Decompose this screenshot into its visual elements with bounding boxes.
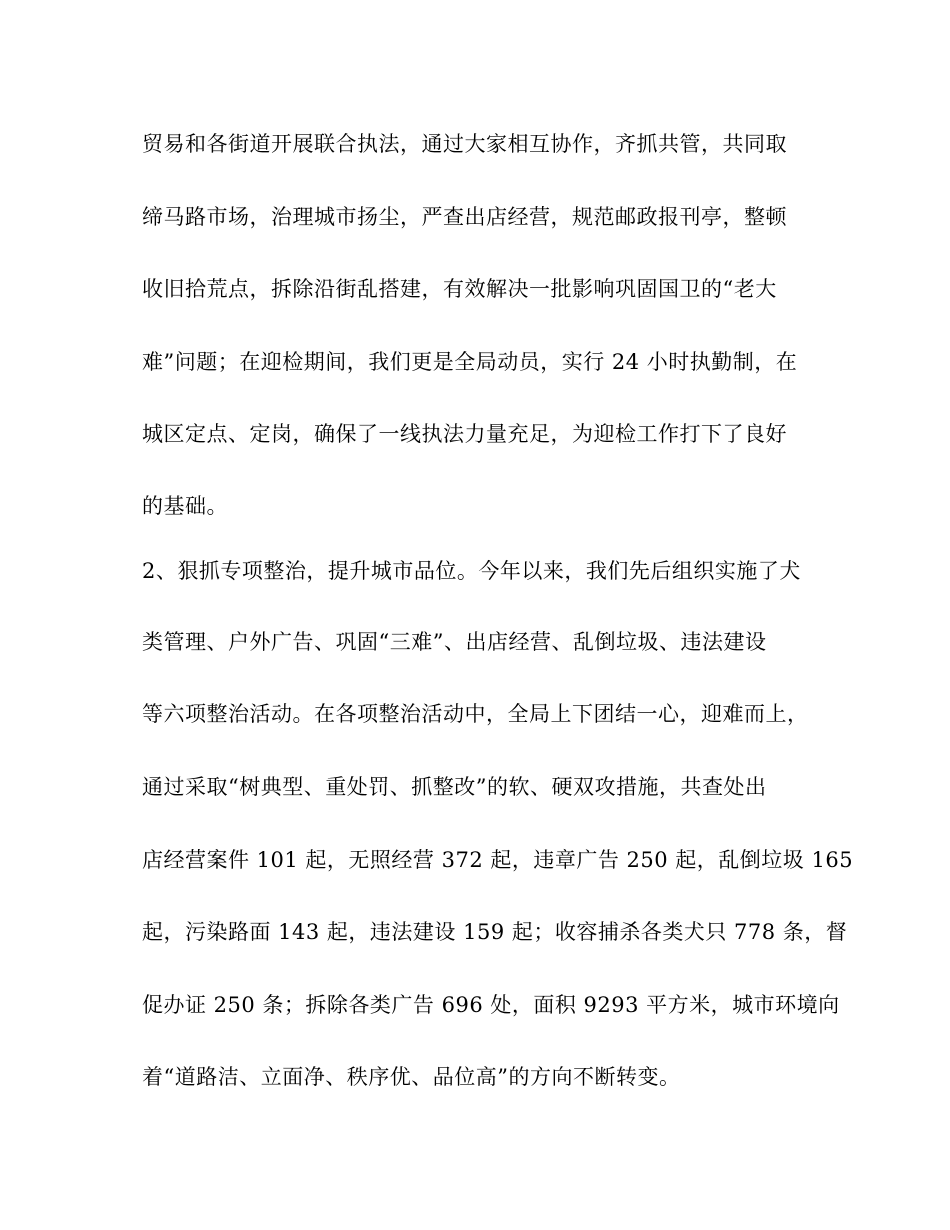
text-line: 贸易和各街道开展联合执法，通过大家相互协作，齐抓共管，共同取 xyxy=(142,132,787,156)
text-line: 着“道路洁、立面净、秩序优、品位高”的方向不断转变。 xyxy=(142,1065,681,1089)
text-line: 起，污染路面 143 起，违法建设 159 起；收容捕杀各类犬只 778 条，督 xyxy=(142,920,848,944)
text-line: 店经营案件 101 起，无照经营 372 起，违章广告 250 起，乱倒垃圾 165 xyxy=(142,848,854,872)
text-line: 类管理、户外广告、巩固“三难”、出店经营、乱倒垃圾、违法建设 xyxy=(142,630,767,654)
text-line: 收旧拾荒点，拆除沿街乱搭建，有效解决一批影响巩固国卫的“老大 xyxy=(142,277,777,301)
text-line: 缔马路市场，治理城市扬尘，严查出店经营，规范邮政报刊亭，整顿 xyxy=(142,205,787,229)
text-line: 2、狠抓专项整治，提升城市品位。今年以来，我们先后组织实施了犬 xyxy=(142,559,801,583)
text-line: 难”问题；在迎检期间，我们更是全局动员，实行 24 小时执勤制，在 xyxy=(142,350,798,374)
text-line: 的基础。 xyxy=(142,494,228,518)
text-line: 通过采取“树典型、重处罚、抓整改”的软、硬双攻措施，共查处出 xyxy=(142,775,767,799)
text-line: 等六项整治活动。在各项整治活动中，全局上下团结一心，迎难而上， xyxy=(142,702,809,726)
text-line: 城区定点、定岗，确保了一线执法力量充足，为迎检工作打下了良好 xyxy=(142,422,787,446)
text-line: 促办证 250 条；拆除各类广告 696 处，面积 9293 平方米，城市环境向 xyxy=(142,993,840,1017)
